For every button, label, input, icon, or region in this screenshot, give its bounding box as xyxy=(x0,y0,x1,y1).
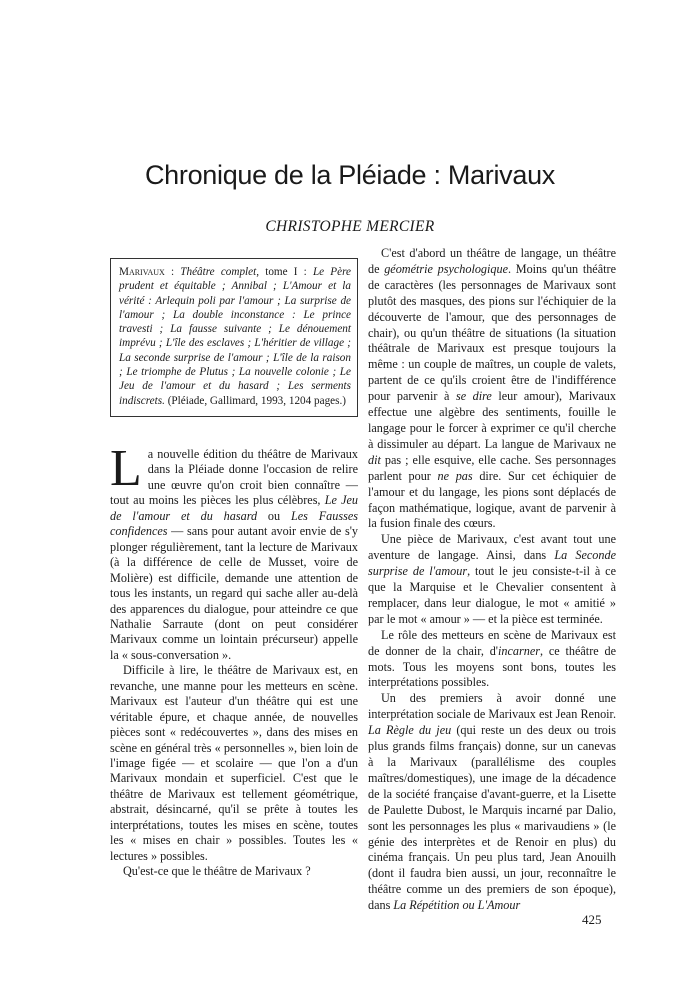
drop-cap: L xyxy=(110,439,142,497)
article-body-left xyxy=(110,439,359,880)
paragraph-1: La nouvelle édition du théâtre de Marivaux dans la Pléiade donne l'occasion de relire une œuvre qu'on croit bien connaître — tout au moins les pièces les plus célèbres, Le Jeu de l'amour et du hasard ou Les Fausses confidences — sans pour autant avoir envie de s'y plonger régulièrement, tant la lecture de Marivaux (à la différence de celle de Musset, voire de Molière) est difficile, demande une attention de tous les instants, un regard qui sache aller au-delà des apparences du dialogue, pour atteindre ce que Nathalie Sarraute (dont on peut considérer Marivaux comme un lointain précurseur) appelle la « sous-conversation ». xyxy=(110,439,359,662)
paragraph-2: Difficile à lire, le théâtre de Marivaux est, en revanche, une manne pour les metteurs en scène. Marivaux est l'auteur d'un théâtre qui est une véritable épure, et chaque année, de nouvelles pièces sont « redécouvertes », dans des mises en scène en général très « personnelles », bien loin de l'image figée — et scolaire — que l'on a d'un Marivaux mondain et superficiel. C'est que le théâtre de Marivaux est tellement géométrique, abstrait, désincarné, qu'il se prête à toutes les interprétations, toutes les mises en scène, toutes les « mises en chair » possibles. Toutes les « lectures » possibles. xyxy=(110,663,358,863)
reference-publisher: (Pléiade, Gallimard, 1993, 1204 pages.) xyxy=(164,394,347,407)
reference-separator: : xyxy=(164,266,181,278)
right-column xyxy=(368,246,616,914)
left-column xyxy=(110,252,358,880)
paragraph-7: Un des premiers à avoir donné une interprétation sociale de Marivaux est Jean Renoir. La Règle du jeu (qui reste un des deux ou trois plus grands films français) donne, sur un canevas à la Marivaux (parallélisme des couples maîtres/domestiques), une image de la décadence de la société française d'avant-guerre, et la Lisette de Paulette Dubost, le Marquis incarné par Dalio, sont les personnages les plus « marivaudiens » (le génie des interprètes et de Renoir en plus) du cinéma français. Un peu plus tard, Jean Anouilh (dont il faudra bien aussi, un jour, reconnaître le théâtre comme un des premiers de son époque), dans La Répétition ou L'Amour xyxy=(368,691,616,913)
reference-author: Marivaux xyxy=(119,266,165,278)
author-name: CHRISTOPHE MERCIER xyxy=(265,218,435,235)
reference-work: Théâtre complet xyxy=(180,266,257,278)
page-title: Chronique de la Pléiade : Marivaux xyxy=(144,160,556,190)
reference-box xyxy=(110,258,358,417)
paragraph-5: Une pièce de Marivaux, c'est avant tout une aventure de langage. Ainsi, dans La Seconde surprise de l'amour, tout le jeu consiste-t-il à ce que la Marquise et le Chevalier consentent à remplacer, dans leur dialogue, le mot « amitié » par le mot « amour » — et la pièce est terminée. xyxy=(368,532,616,626)
paragraph-6: Le rôle des metteurs en scène de Marivaux est de donner de la chair, d'incarner, ce théâtre de mots. Tous les moyens sont bons, toutes les interprétations possibles. xyxy=(368,627,616,690)
paragraph-3: Qu'est-ce que le théâtre de Marivaux ? xyxy=(123,864,311,879)
paragraph-4: C'est d'abord un théâtre de langage, un théâtre de géométrie psychologique. Moins qu'un théâtre de caractères (les personnages de Marivaux sont plutôt des masques, des pions sur l'échiquier de la découverte de l'amour, que des personnages de chair), ou qu'un théâtre de situations (la situation théâtrale de Marivaux est presque toujours la même : un couple de maîtres, un couple de valets, partent de ce qu'ils croient être de l'indifférence pour parvenir à se dire leur amour), Marivaux effectue une algèbre des sentiments, fouille le langage pour le forcer à exprimer ce qu'il cherche à dissimuler au départ. La langue de Marivaux ne dit pas ; elle esquive, elle cache. Ses personnages parlent pour ne pas dire. Sur cet échiquier de l'amour et du langage, les pions sont déplacés de façon mathématique, logique, avant de parvenir à la fusion finale des cœurs. xyxy=(368,246,616,531)
reference-tome: , tome I : xyxy=(256,266,313,278)
reference-plays: Le Père prudent et équitable ; Annibal ; L'Amour et la vérité : Arlequin poli par l'amour ; La surprise de l'amour ; La double inconstance : Le prince travesti ; La fausse suivante ; Le dénouement imprévu ; L'île des esclaves ; L'héritier de village ; La seconde surprise de l'amour ; L'île de la raison ; Le triomphe de Plutus ; La nouvelle colonie ; Le Jeu de l'amour et du hasard ; Les serments indiscrets. xyxy=(119,266,351,407)
page-number: 425 xyxy=(582,912,602,927)
